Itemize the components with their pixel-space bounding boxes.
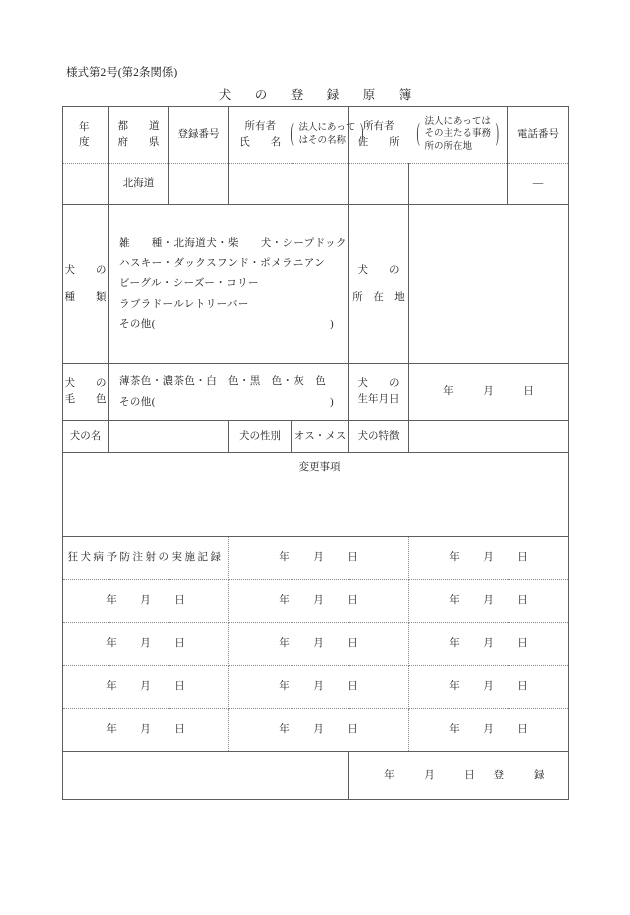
vaccination-date[interactable]: 年 月 日 xyxy=(409,580,569,623)
header-owner-address: 所有者 住 所 xyxy=(349,107,409,164)
changes-label: 変更事項 xyxy=(298,462,341,473)
vaccination-date[interactable]: 年 月 日 xyxy=(229,537,409,580)
vaccination-date[interactable]: 年 月 日 xyxy=(229,623,409,666)
registration-date-cell[interactable]: 年 月 日 登 録 xyxy=(349,752,569,800)
vaccination-date[interactable]: 年 月 日 xyxy=(63,666,229,709)
coat-color-row xyxy=(63,364,569,421)
header-phone-number: 電話番号 xyxy=(508,107,569,164)
header-prefecture: 都 道 府 県 xyxy=(109,107,169,164)
coat-color-options[interactable] xyxy=(109,364,349,421)
value-registration-number[interactable] xyxy=(169,164,229,205)
dog-registration-table xyxy=(62,106,569,800)
breed-option: ハスキー・ダックスフンド・ポメラニアン xyxy=(119,258,326,270)
coat-color-label: 犬 の 毛 色 xyxy=(63,364,109,421)
dog-sex-options[interactable]: オス・メス xyxy=(292,421,349,453)
value-owner-address-sub[interactable] xyxy=(409,164,508,205)
breed-option-other: その他( ) xyxy=(119,318,334,330)
header-owner-address-note xyxy=(409,107,508,164)
vaccination-date[interactable]: 年 月 日 xyxy=(229,709,409,752)
birthdate-label: 犬 の 生年月日 xyxy=(349,364,409,421)
dog-location-value[interactable] xyxy=(409,205,569,364)
breed-option: 雑 種・北海道犬・柴 犬・シープドック xyxy=(119,237,347,249)
vaccination-row xyxy=(63,537,569,580)
vaccination-date[interactable]: 年 月 日 xyxy=(409,537,569,580)
value-owner-name[interactable] xyxy=(229,164,349,205)
footer-row xyxy=(63,752,569,800)
dog-location-label: 犬 の 所 在 地 xyxy=(349,205,409,364)
corporate-address-note: ( 法人にあっては その主たる事務 所の所在地 ) xyxy=(417,116,498,154)
changes-cell[interactable] xyxy=(63,453,569,537)
birthdate-value[interactable]: 年 月 日 xyxy=(409,364,569,421)
form-code: 様式第2号(第2条関係) xyxy=(66,67,178,79)
page-title: 犬 の 登 録 原 簿 xyxy=(218,88,417,102)
dog-feature-label: 犬の特徴 xyxy=(349,421,409,453)
vaccination-date[interactable]: 年 月 日 xyxy=(63,580,229,623)
table-value-row xyxy=(63,164,569,205)
vaccination-date[interactable]: 年 月 日 xyxy=(229,580,409,623)
header-owner-name-note xyxy=(292,107,356,164)
header-owner-name: 所有者 氏 名 xyxy=(229,107,292,164)
breed-option: ラブラドールレトリーバー xyxy=(119,298,249,310)
dog-sex-label: 犬の性別 xyxy=(229,421,292,453)
breed-row xyxy=(63,205,569,364)
vaccination-row xyxy=(63,580,569,623)
vaccination-row xyxy=(63,623,569,666)
vaccination-row xyxy=(63,666,569,709)
corporate-name-note: ( 法人にあって はその名称 ) xyxy=(292,122,363,148)
table-header-row xyxy=(63,107,569,164)
footer-blank-cell[interactable] xyxy=(63,752,349,800)
changes-row xyxy=(63,453,569,537)
vaccination-title: 狂犬病予防注射の実施記録 xyxy=(63,537,229,580)
dog-name-label: 犬の名 xyxy=(63,421,109,453)
vaccination-date[interactable]: 年 月 日 xyxy=(409,623,569,666)
breed-option: ビーグル・シーズー・コリー xyxy=(119,278,259,290)
vaccination-date[interactable]: 年 月 日 xyxy=(63,709,229,752)
breed-label: 犬 の 種 類 xyxy=(63,205,109,364)
coat-color-list: 薄茶色・濃茶色・白 色・黒 色・灰 色 xyxy=(119,376,327,388)
breed-options[interactable] xyxy=(109,205,349,364)
coat-color-other: その他( ) xyxy=(119,396,334,408)
vaccination-date[interactable]: 年 月 日 xyxy=(409,666,569,709)
header-registration-number: 登録番号 xyxy=(169,107,229,164)
value-fiscal-year[interactable] xyxy=(63,164,109,205)
value-prefecture[interactable]: 北海道 xyxy=(109,164,169,205)
header-fiscal-year: 年 度 xyxy=(63,107,109,164)
vaccination-date[interactable]: 年 月 日 xyxy=(229,666,409,709)
dog-name-row xyxy=(63,421,569,453)
vaccination-date[interactable]: 年 月 日 xyxy=(63,623,229,666)
vaccination-row xyxy=(63,709,569,752)
value-owner-address[interactable] xyxy=(349,164,409,205)
dog-feature-value[interactable] xyxy=(409,421,569,453)
value-phone-number[interactable]: — xyxy=(508,164,569,205)
dog-name-value[interactable] xyxy=(109,421,229,453)
vaccination-date[interactable]: 年 月 日 xyxy=(409,709,569,752)
